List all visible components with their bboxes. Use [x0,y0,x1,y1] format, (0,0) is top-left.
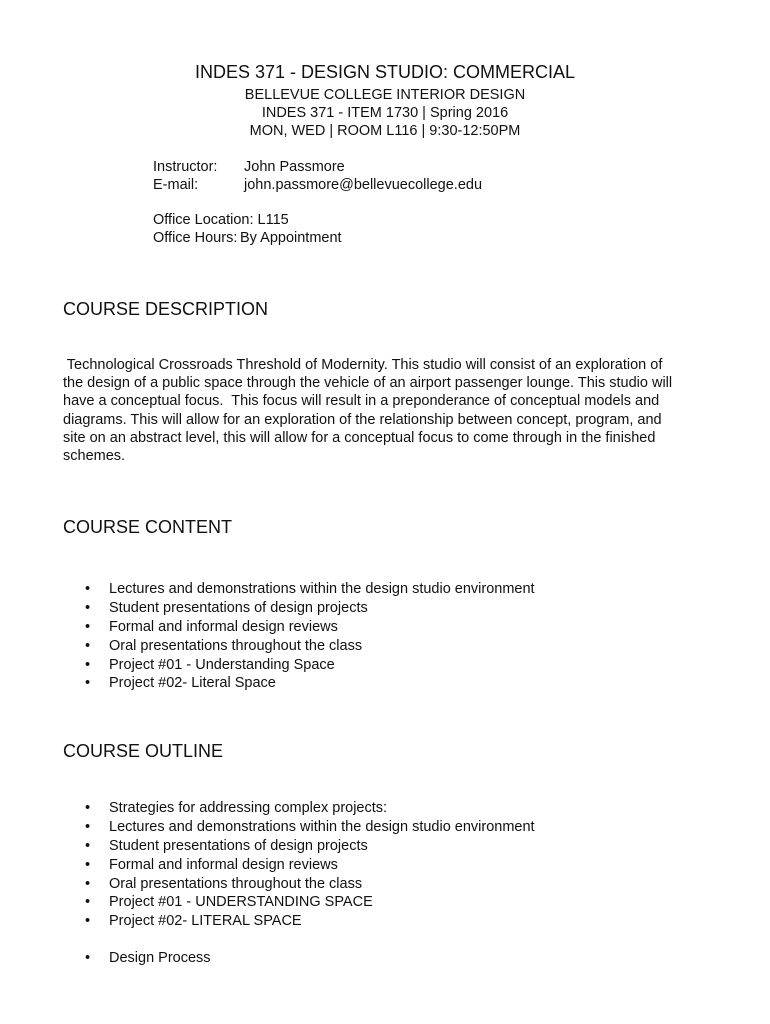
list-item: • Formal and informal design reviews [63,618,703,637]
course-schedule: MON, WED | ROOM L116 | 9:30-12:50PM [249,123,521,139]
list-item: • Lectures and demonstrations within the design studio environment [63,818,703,837]
course-item-term: INDES 371 - ITEM 1730 | Spring 2016 [261,105,509,121]
course-content-heading: COURSE CONTENT [63,517,233,537]
list-item: • Design Process [63,949,703,968]
instructor-name: John Passmore [244,159,345,175]
office-hours-value: By Appointment [240,230,342,246]
description-line: the design of a public space through the vehicle of an airport passenger lounge. This studio will [63,375,673,392]
email-label: E-mail: [153,177,199,193]
list-item: • Strategies for addressing complex projects: [63,799,703,818]
list-item: • Project #01 - Understanding Space [63,656,703,675]
instructor-label: Instructor: [153,159,218,175]
course-description-heading: COURSE DESCRIPTION [63,299,269,319]
description-line: have a conceptual focus. This focus will result in a preponderance of conceptual models and [63,393,660,410]
office-location: Office Location: L115 [153,212,289,228]
description-line: schemes. [63,448,126,465]
course-outline-list [63,799,703,931]
list-item: • Oral presentations throughout the class [63,875,703,894]
list-item: • Formal and informal design reviews [63,856,703,875]
list-item: • Lectures and demonstrations within the design studio environment [63,580,703,599]
description-line: site on an abstract level, this will allow for a conceptual focus to come through in the finished [63,429,656,446]
course-description-text [63,356,713,465]
course-content-list [63,580,703,693]
list-item: • Project #01 - UNDERSTANDING SPACE [63,893,703,912]
office-hours-label: Office Hours: [153,230,238,246]
description-line: Technological Crossroads Threshold of Modernity. This studio will consist of an exploration of [63,357,663,373]
course-outline-heading: COURSE OUTLINE [63,741,224,761]
description-line: diagrams. This will allow for an exploration of the relationship between concept, program, and [63,411,662,428]
list-item: • Project #02- Literal Space [63,674,703,693]
college-name: BELLEVUE COLLEGE INTERIOR DESIGN [244,87,526,103]
list-item: • Student presentations of design projects [63,599,703,618]
email-address: john.passmore@bellevuecollege.edu [244,177,483,193]
page-title: INDES 371 - DESIGN STUDIO: COMMERCIAL [194,62,576,82]
list-item: • Project #02- LITERAL SPACE [63,912,703,931]
list-item: • Oral presentations throughout the class [63,637,703,656]
course-outline-extra-list [63,949,703,968]
list-item: • Student presentations of design projects [63,837,703,856]
